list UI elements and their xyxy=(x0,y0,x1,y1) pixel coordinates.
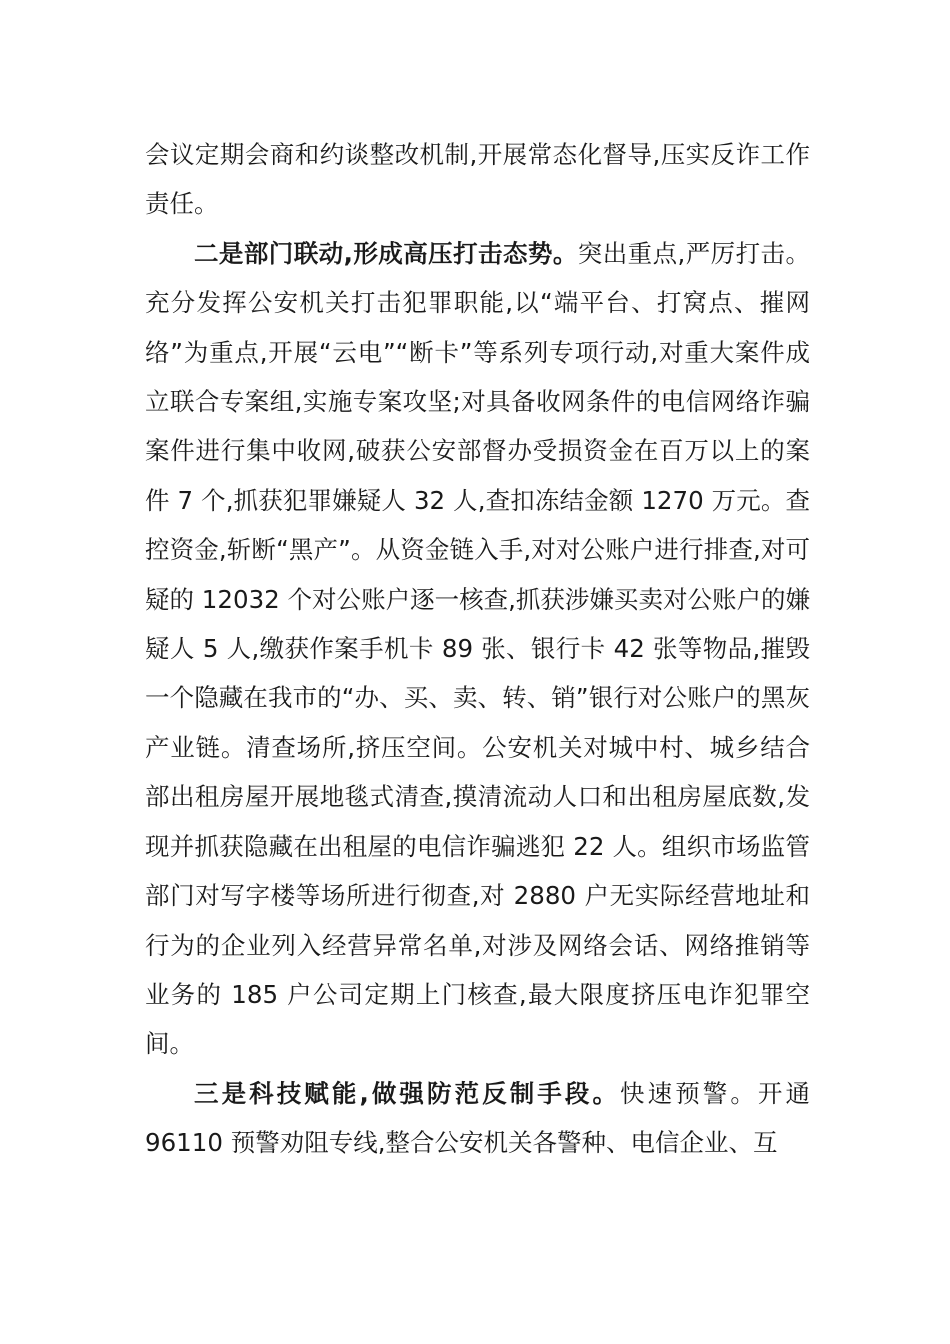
paragraph-3 xyxy=(145,1069,810,1168)
paragraph-2 xyxy=(145,229,810,1069)
paragraph-2-body: 突出重点,严厉打击。充分发挥公安机关打击犯罪职能,以“端平台、打窝点、摧网络”为重点,开展“云电”“断卡”等系列专项行动,对重大案件成立联合专案组,实施专案攻坚;对具备收网条件的电信网络诈骗案件进行集中收网,破获公安部督办受损资金在百万以上的案件 7 个,抓获犯罪嫌疑人 32 人,查扣冻结金额 1270 万元。查控资金,斩断“黑产”。从资金链入手,对对公账户进行排查,对可疑的 12032 个对公账户逐一核查,抓获涉嫌买卖对公账户的嫌疑人 5 人,缴获作案手机卡 89 张、银行卡 42 张等物品,摧毁一个隐藏在我市的“办、买、卖、转、销”银行对公账户的黑灰产业链。清查场所,挤压空间。公安机关对城中村、城乡结合部出租房屋开展地毯式清查,摸清流动人口和出租房屋底数,发现并抓获隐藏在出租屋的电信诈骗逃犯 22 人。组织市场监管部门对写字楼等场所进行彻查,对 2880 户无实际经营地址和行为的企业列入经营异常名单,对涉及网络会话、网络推销等业务的 185 户公司定期上门核查,最大限度挤压电诈犯罪空间。 xyxy=(145,238,810,1059)
paragraph-2-heading: 二是部门联动,形成高压打击态势。 xyxy=(194,238,578,268)
paragraph-1 xyxy=(145,130,810,229)
paragraph-3-heading: 三是科技赋能,做强防范反制手段。 xyxy=(194,1078,621,1108)
paragraph-1-body: 会议定期会商和约谈整改机制,开展常态化督导,压实反诈工作责任。 xyxy=(145,140,810,219)
paragraph-3-body: 快速预警。开通 96110 预警劝阻专线,整合公安机关各警种、电信企业、互 xyxy=(145,1078,811,1158)
document-body xyxy=(145,130,810,1168)
